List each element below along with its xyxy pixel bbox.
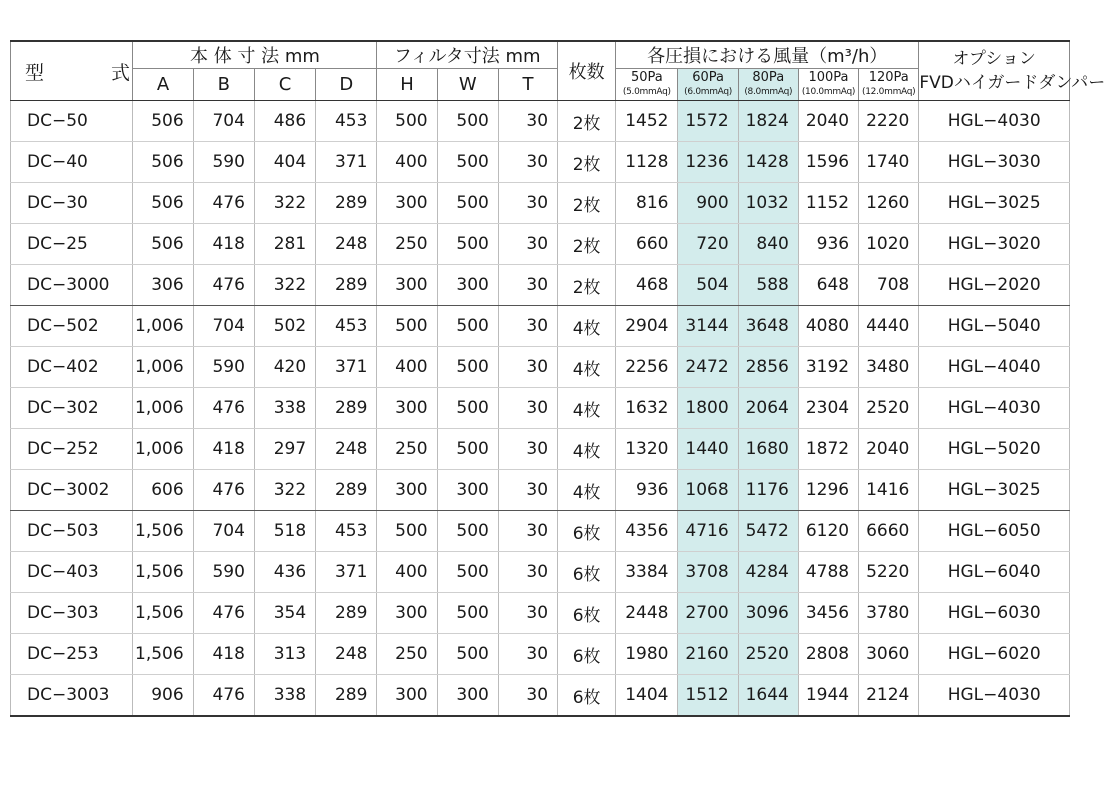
dim-a-cell: 506: [133, 142, 193, 183]
pressure-col-header: [616, 69, 678, 101]
dim-b-cell: 704: [193, 306, 254, 347]
dim-b-cell: 704: [193, 511, 254, 552]
dim-d-cell: 248: [316, 429, 377, 470]
airflow-80pa-cell: 588: [738, 265, 798, 306]
table-body: [11, 101, 1070, 717]
dim-d-cell: 453: [316, 511, 377, 552]
dim-c-cell: 322: [254, 265, 315, 306]
filter-t-cell: 30: [498, 265, 557, 306]
filter-h-cell: 300: [377, 593, 437, 634]
option-cell: HGL−6020: [919, 634, 1070, 675]
body-size-header: 本 体 寸 法 mm: [133, 41, 377, 69]
airflow-80pa-cell: 2520: [738, 634, 798, 675]
airflow-120pa-cell: 3480: [859, 347, 919, 388]
model-cell: DC−502: [11, 306, 133, 347]
body-col-header-b: B: [193, 69, 254, 101]
filter-w-cell: 500: [437, 142, 498, 183]
airflow-60pa-cell: 2700: [678, 593, 738, 634]
table-row: [11, 347, 1070, 388]
airflow-50pa-cell: 816: [616, 183, 678, 224]
filter-w-cell: 500: [437, 593, 498, 634]
airflow-80pa-cell: 5472: [738, 511, 798, 552]
filter-w-cell: 500: [437, 388, 498, 429]
sheets-cell: 4枚: [558, 429, 616, 470]
airflow-120pa-cell: 3060: [859, 634, 919, 675]
model-cell: DC−3002: [11, 470, 133, 511]
airflow-100pa-cell: 3192: [798, 347, 858, 388]
dim-c-cell: 518: [254, 511, 315, 552]
filter-t-cell: 30: [498, 306, 557, 347]
airflow-60pa-cell: 1572: [678, 101, 738, 142]
airflow-120pa-cell: 2124: [859, 675, 919, 717]
dim-d-cell: 453: [316, 306, 377, 347]
filter-h-cell: 250: [377, 224, 437, 265]
airflow-120pa-cell: 3780: [859, 593, 919, 634]
dim-a-cell: 506: [133, 101, 193, 142]
table-row: [11, 634, 1070, 675]
airflow-50pa-cell: 936: [616, 470, 678, 511]
table-row: [11, 224, 1070, 265]
airflow-50pa-cell: 1452: [616, 101, 678, 142]
table-row: [11, 552, 1070, 593]
airflow-60pa-cell: 504: [678, 265, 738, 306]
airflow-50pa-cell: 2904: [616, 306, 678, 347]
pressure-pa-label: 60Pa: [692, 69, 724, 85]
pressure-pa-label: 50Pa: [630, 69, 663, 85]
airflow-50pa-cell: 660: [616, 224, 678, 265]
airflow-120pa-cell: 2220: [859, 101, 919, 142]
dim-c-cell: 354: [254, 593, 315, 634]
dim-b-cell: 476: [193, 470, 254, 511]
dim-c-cell: 420: [254, 347, 315, 388]
table-row: [11, 388, 1070, 429]
dim-a-cell: 1,006: [133, 388, 193, 429]
airflow-100pa-cell: 2304: [798, 388, 858, 429]
filter-t-cell: 30: [498, 552, 557, 593]
table-row: [11, 265, 1070, 306]
dim-c-cell: 436: [254, 552, 315, 593]
pressure-mmaq-label: (8.0mmAq): [744, 86, 793, 97]
dim-d-cell: 289: [316, 265, 377, 306]
airflow-120pa-cell: 5220: [859, 552, 919, 593]
filter-w-cell: 500: [437, 634, 498, 675]
filter-w-cell: 500: [437, 224, 498, 265]
filter-h-cell: 250: [377, 429, 437, 470]
airflow-60pa-cell: 3708: [678, 552, 738, 593]
dim-a-cell: 1,506: [133, 634, 193, 675]
airflow-120pa-cell: 4440: [859, 306, 919, 347]
airflow-80pa-cell: 840: [738, 224, 798, 265]
airflow-100pa-cell: 6120: [798, 511, 858, 552]
body-col-header-c: C: [254, 69, 315, 101]
dim-b-cell: 590: [193, 347, 254, 388]
sheets-cell: 6枚: [558, 675, 616, 717]
airflow-60pa-cell: 2160: [678, 634, 738, 675]
airflow-120pa-cell: 1260: [859, 183, 919, 224]
dim-a-cell: 1,506: [133, 593, 193, 634]
filter-w-cell: 500: [437, 347, 498, 388]
option-cell: HGL−4030: [919, 388, 1070, 429]
option-cell: HGL−4040: [919, 347, 1070, 388]
dim-d-cell: 289: [316, 183, 377, 224]
dim-a-cell: 1,506: [133, 511, 193, 552]
airflow-60pa-cell: 4716: [678, 511, 738, 552]
filter-col-header-h: H: [377, 69, 437, 101]
dim-a-cell: 1,506: [133, 552, 193, 593]
airflow-80pa-cell: 4284: [738, 552, 798, 593]
sheets-cell: 4枚: [558, 306, 616, 347]
spec-table-container: [10, 40, 1105, 717]
dim-c-cell: 322: [254, 470, 315, 511]
model-cell: DC−403: [11, 552, 133, 593]
option-cell: HGL−2020: [919, 265, 1070, 306]
filter-w-cell: 500: [437, 101, 498, 142]
filter-h-cell: 400: [377, 552, 437, 593]
option-cell: HGL−5020: [919, 429, 1070, 470]
filter-h-cell: 300: [377, 675, 437, 717]
filter-h-cell: 300: [377, 265, 437, 306]
airflow-100pa-cell: 4788: [798, 552, 858, 593]
filter-h-cell: 300: [377, 183, 437, 224]
dim-b-cell: 476: [193, 593, 254, 634]
dim-d-cell: 371: [316, 552, 377, 593]
airflow-120pa-cell: 1740: [859, 142, 919, 183]
airflow-80pa-cell: 1680: [738, 429, 798, 470]
option-cell: HGL−6030: [919, 593, 1070, 634]
dim-b-cell: 590: [193, 552, 254, 593]
dim-c-cell: 313: [254, 634, 315, 675]
airflow-50pa-cell: 1128: [616, 142, 678, 183]
dim-a-cell: 506: [133, 224, 193, 265]
sub-header-row: [11, 69, 1070, 101]
model-cell: DC−503: [11, 511, 133, 552]
airflow-120pa-cell: 2520: [859, 388, 919, 429]
model-cell: DC−302: [11, 388, 133, 429]
dim-c-cell: 322: [254, 183, 315, 224]
filter-t-cell: 30: [498, 388, 557, 429]
model-cell: DC−50: [11, 101, 133, 142]
dim-a-cell: 906: [133, 675, 193, 717]
table-row: [11, 511, 1070, 552]
model-cell: DC−40: [11, 142, 133, 183]
pressure-col-header: [738, 69, 798, 101]
airflow-50pa-cell: 3384: [616, 552, 678, 593]
filter-t-cell: 30: [498, 101, 557, 142]
airflow-80pa-cell: 2856: [738, 347, 798, 388]
dim-a-cell: 1,006: [133, 306, 193, 347]
airflow-60pa-cell: 1068: [678, 470, 738, 511]
model-header: 型 式: [11, 41, 133, 101]
filter-t-cell: 30: [498, 470, 557, 511]
airflow-header: 各圧損における風量（m³/h）: [616, 41, 919, 69]
airflow-50pa-cell: 4356: [616, 511, 678, 552]
pressure-mmaq-label: (6.0mmAq): [684, 86, 733, 97]
filter-w-cell: 300: [437, 470, 498, 511]
filter-t-cell: 30: [498, 634, 557, 675]
table-row: [11, 306, 1070, 347]
model-cell: DC−3003: [11, 675, 133, 717]
dim-a-cell: 606: [133, 470, 193, 511]
option-header-line2: FVDハイガードダンパー: [919, 73, 1105, 93]
dim-b-cell: 418: [193, 224, 254, 265]
airflow-100pa-cell: 936: [798, 224, 858, 265]
dim-a-cell: 1,006: [133, 347, 193, 388]
airflow-60pa-cell: 720: [678, 224, 738, 265]
airflow-100pa-cell: 1872: [798, 429, 858, 470]
option-cell: HGL−6040: [919, 552, 1070, 593]
filter-h-cell: 400: [377, 142, 437, 183]
sheets-cell: 4枚: [558, 388, 616, 429]
dim-a-cell: 1,006: [133, 429, 193, 470]
filter-col-header-t: T: [498, 69, 557, 101]
option-header: [919, 41, 1105, 101]
filter-w-cell: 500: [437, 429, 498, 470]
model-cell: DC−252: [11, 429, 133, 470]
filter-h-cell: 250: [377, 634, 437, 675]
dim-b-cell: 476: [193, 265, 254, 306]
airflow-50pa-cell: 1980: [616, 634, 678, 675]
sheets-cell: 6枚: [558, 552, 616, 593]
model-cell: DC−3000: [11, 265, 133, 306]
airflow-60pa-cell: 1440: [678, 429, 738, 470]
airflow-100pa-cell: 2040: [798, 101, 858, 142]
airflow-80pa-cell: 3648: [738, 306, 798, 347]
model-cell: DC−30: [11, 183, 133, 224]
filter-col-header-w: W: [437, 69, 498, 101]
option-cell: HGL−3025: [919, 183, 1070, 224]
filter-w-cell: 500: [437, 552, 498, 593]
dim-c-cell: 281: [254, 224, 315, 265]
filter-w-cell: 500: [437, 183, 498, 224]
sheets-cell: 4枚: [558, 470, 616, 511]
sheets-cell: 6枚: [558, 511, 616, 552]
filter-h-cell: 400: [377, 347, 437, 388]
filter-t-cell: 30: [498, 593, 557, 634]
body-col-header-d: D: [316, 69, 377, 101]
table-row: [11, 429, 1070, 470]
dim-c-cell: 486: [254, 101, 315, 142]
pressure-mmaq-label: (5.0mmAq): [622, 86, 671, 97]
airflow-50pa-cell: 1632: [616, 388, 678, 429]
airflow-60pa-cell: 1512: [678, 675, 738, 717]
filter-w-cell: 500: [437, 306, 498, 347]
airflow-60pa-cell: 1236: [678, 142, 738, 183]
sheets-cell: 2枚: [558, 224, 616, 265]
table-header: [11, 41, 1105, 101]
airflow-50pa-cell: 2256: [616, 347, 678, 388]
table-row: [11, 470, 1070, 511]
dim-d-cell: 248: [316, 224, 377, 265]
dim-c-cell: 338: [254, 388, 315, 429]
filter-h-cell: 300: [377, 388, 437, 429]
filter-t-cell: 30: [498, 224, 557, 265]
pressure-pa-label: 120Pa: [868, 69, 909, 85]
dim-b-cell: 418: [193, 634, 254, 675]
filter-h-cell: 300: [377, 470, 437, 511]
option-cell: HGL−4030: [919, 675, 1070, 717]
airflow-100pa-cell: 1296: [798, 470, 858, 511]
filter-w-cell: 300: [437, 675, 498, 717]
dim-d-cell: 248: [316, 634, 377, 675]
dim-b-cell: 590: [193, 142, 254, 183]
airflow-50pa-cell: 2448: [616, 593, 678, 634]
airflow-100pa-cell: 2808: [798, 634, 858, 675]
airflow-80pa-cell: 1824: [738, 101, 798, 142]
table-row: [11, 101, 1070, 142]
airflow-80pa-cell: 1032: [738, 183, 798, 224]
model-cell: DC−402: [11, 347, 133, 388]
dim-c-cell: 297: [254, 429, 315, 470]
airflow-120pa-cell: 6660: [859, 511, 919, 552]
sheets-header: 枚数: [558, 41, 616, 101]
airflow-80pa-cell: 1176: [738, 470, 798, 511]
model-cell: DC−253: [11, 634, 133, 675]
dim-c-cell: 404: [254, 142, 315, 183]
model-cell: DC−25: [11, 224, 133, 265]
dim-d-cell: 289: [316, 388, 377, 429]
airflow-60pa-cell: 3144: [678, 306, 738, 347]
airflow-50pa-cell: 1320: [616, 429, 678, 470]
airflow-80pa-cell: 1644: [738, 675, 798, 717]
pressure-col-header: [798, 69, 858, 101]
airflow-60pa-cell: 2472: [678, 347, 738, 388]
dim-b-cell: 476: [193, 388, 254, 429]
sheets-cell: 6枚: [558, 634, 616, 675]
airflow-50pa-cell: 1404: [616, 675, 678, 717]
airflow-50pa-cell: 468: [616, 265, 678, 306]
pressure-mmaq-label: (10.0mmAq): [801, 86, 856, 97]
sheets-cell: 4枚: [558, 347, 616, 388]
filter-h-cell: 500: [377, 511, 437, 552]
airflow-100pa-cell: 1944: [798, 675, 858, 717]
airflow-120pa-cell: 708: [859, 265, 919, 306]
pressure-pa-label: 80Pa: [752, 69, 785, 85]
filter-size-header: フィルタ寸法 mm: [377, 41, 558, 69]
option-cell: HGL−3020: [919, 224, 1070, 265]
sheets-cell: 2枚: [558, 101, 616, 142]
sheets-cell: 2枚: [558, 183, 616, 224]
dim-c-cell: 338: [254, 675, 315, 717]
dim-b-cell: 418: [193, 429, 254, 470]
airflow-80pa-cell: 3096: [738, 593, 798, 634]
dim-d-cell: 371: [316, 347, 377, 388]
pressure-col-header: [859, 69, 919, 101]
table-row: [11, 675, 1070, 717]
pressure-col-header: [678, 69, 738, 101]
filter-t-cell: 30: [498, 183, 557, 224]
filter-t-cell: 30: [498, 429, 557, 470]
airflow-80pa-cell: 2064: [738, 388, 798, 429]
dim-d-cell: 289: [316, 593, 377, 634]
airflow-120pa-cell: 1020: [859, 224, 919, 265]
filter-h-cell: 500: [377, 306, 437, 347]
airflow-100pa-cell: 1596: [798, 142, 858, 183]
filter-t-cell: 30: [498, 675, 557, 717]
sheets-cell: 2枚: [558, 265, 616, 306]
filter-h-cell: 500: [377, 101, 437, 142]
dim-d-cell: 453: [316, 101, 377, 142]
sheets-cell: 6枚: [558, 593, 616, 634]
option-cell: HGL−3025: [919, 470, 1070, 511]
option-cell: HGL−6050: [919, 511, 1070, 552]
table-row: [11, 183, 1070, 224]
airflow-60pa-cell: 900: [678, 183, 738, 224]
table-row: [11, 593, 1070, 634]
airflow-120pa-cell: 1416: [859, 470, 919, 511]
spec-table: [10, 40, 1105, 717]
airflow-100pa-cell: 1152: [798, 183, 858, 224]
option-cell: HGL−5040: [919, 306, 1070, 347]
dim-b-cell: 476: [193, 183, 254, 224]
airflow-120pa-cell: 2040: [859, 429, 919, 470]
filter-t-cell: 30: [498, 347, 557, 388]
dim-b-cell: 704: [193, 101, 254, 142]
sheets-cell: 2枚: [558, 142, 616, 183]
dim-b-cell: 476: [193, 675, 254, 717]
filter-t-cell: 30: [498, 511, 557, 552]
pressure-mmaq-label: (12.0mmAq): [862, 86, 916, 97]
airflow-100pa-cell: 648: [798, 265, 858, 306]
filter-w-cell: 300: [437, 265, 498, 306]
dim-a-cell: 306: [133, 265, 193, 306]
model-cell: DC−303: [11, 593, 133, 634]
option-header-line1: オプション: [952, 49, 1036, 69]
pressure-pa-label: 100Pa: [808, 69, 849, 85]
airflow-100pa-cell: 3456: [798, 593, 858, 634]
body-col-header-a: A: [133, 69, 193, 101]
dim-c-cell: 502: [254, 306, 315, 347]
dim-d-cell: 289: [316, 675, 377, 717]
dim-a-cell: 506: [133, 183, 193, 224]
airflow-100pa-cell: 4080: [798, 306, 858, 347]
option-cell: HGL−4030: [919, 101, 1070, 142]
dim-d-cell: 371: [316, 142, 377, 183]
airflow-60pa-cell: 1800: [678, 388, 738, 429]
table-row: [11, 142, 1070, 183]
option-cell: HGL−3030: [919, 142, 1070, 183]
airflow-80pa-cell: 1428: [738, 142, 798, 183]
dim-d-cell: 289: [316, 470, 377, 511]
filter-t-cell: 30: [498, 142, 557, 183]
filter-w-cell: 500: [437, 511, 498, 552]
